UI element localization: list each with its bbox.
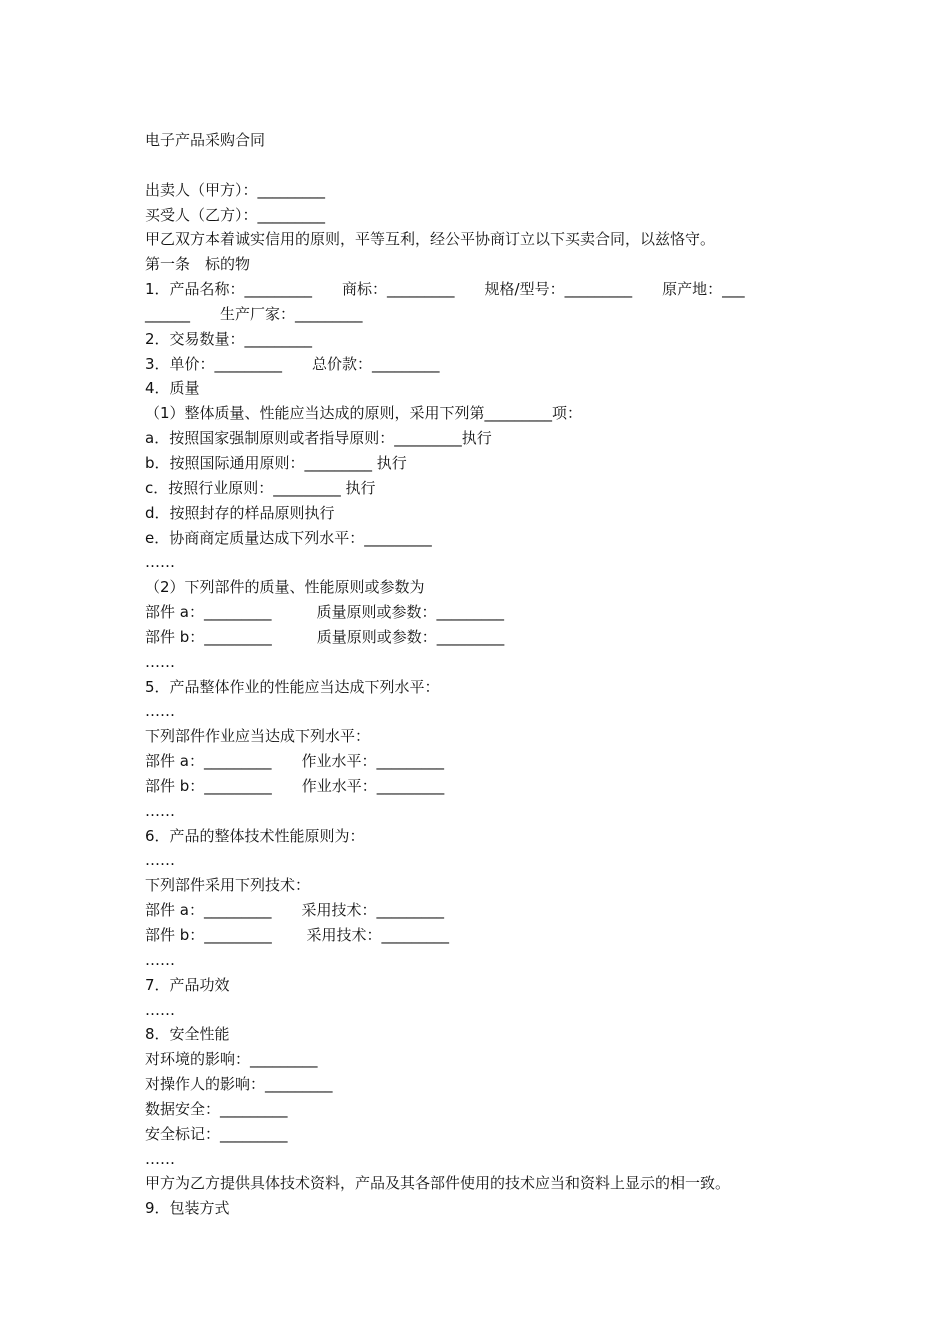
document-line: 6．产品的整体技术性能原则为： [145, 826, 365, 845]
document-line: 部件 a：_________ 质量原则或参数：_________ [145, 603, 504, 622]
document-title: 电子产品采购合同 [145, 131, 266, 149]
document-line: （1）整体质量、性能应当达成的原则，采用下列第_________项： [145, 404, 583, 423]
document-line: 1．产品名称：_________ 商标：_________ 规格/型号：_________ 原产地：___ [145, 280, 745, 299]
document-line: 4．质量 [145, 379, 200, 398]
document-line: …… [145, 553, 175, 572]
document-line: （2）下列部件的质量、性能原则或参数为 [145, 578, 425, 597]
document-line: 部件 b：_________ 质量原则或参数：_________ [145, 627, 505, 646]
document-line: b．按照国际通用原则：_________ 执行 [145, 453, 407, 472]
document-line: …… [145, 702, 175, 721]
document-line: 9．包装方式 [145, 1199, 230, 1218]
document-line: 2．交易数量：_________ [145, 329, 313, 348]
document-line: 部件 a：_________ 作业水平：_________ [145, 752, 444, 771]
document-body [145, 178, 825, 1221]
document-line: 部件 b：_________ 采用技术：_________ [145, 926, 450, 944]
document-line: 8．安全性能 [145, 1025, 230, 1044]
document-line: 安全标记：_________ [145, 1124, 288, 1143]
document-line: 部件 b：_________ 作业水平：_________ [145, 776, 445, 795]
document-line: 甲乙双方本着诚实信用的原则，平等互利，经公平协商订立以下买卖合同，以兹恪守。 [145, 230, 716, 249]
document-line: 第一条 标的物 [145, 255, 251, 274]
document-line: 对环境的影响：_________ [145, 1050, 318, 1069]
document-line: 7．产品功效 [145, 975, 230, 994]
document-line: 5．产品整体作业的性能应当达成下列水平： [145, 677, 440, 696]
document-line: 下列部件采用下列技术： [145, 876, 311, 895]
document-line: 3．单价：_________ 总价款：_________ [145, 354, 440, 373]
document-line: ______ 生产厂家：_________ [145, 304, 363, 323]
document-line: …… [145, 851, 175, 870]
document-line: …… [145, 652, 175, 671]
document-line: 对操作人的影响：_________ [145, 1075, 333, 1094]
contract-document [145, 128, 825, 1221]
document-line: …… [145, 1000, 175, 1019]
document-line: c．按照行业原则：_________ 执行 [145, 478, 376, 497]
blank-line [145, 153, 825, 178]
document-line: 买受人（乙方）：_________ [145, 205, 326, 224]
document-line: …… [145, 801, 175, 820]
document-line: e．协商商定质量达成下列水平：_________ [145, 528, 432, 547]
document-line: …… [145, 1149, 175, 1168]
document-line: 下列部件作业应当达成下列水平： [145, 727, 371, 746]
document-line: 数据安全：_________ [145, 1099, 288, 1118]
document-line: …… [145, 950, 175, 969]
document-line: 甲方为乙方提供具体技术资料，产品及其各部件使用的技术应当和资料上显示的相一致。 [145, 1174, 731, 1193]
document-line: 出卖人（甲方）：_________ [145, 180, 326, 199]
document-line: a．按照国家强制原则或者指导原则：_________执行 [145, 429, 492, 448]
document-line: 部件 a：_________ 采用技术：_________ [145, 901, 444, 920]
document-line: d．按照封存的样品原则执行 [145, 503, 335, 522]
